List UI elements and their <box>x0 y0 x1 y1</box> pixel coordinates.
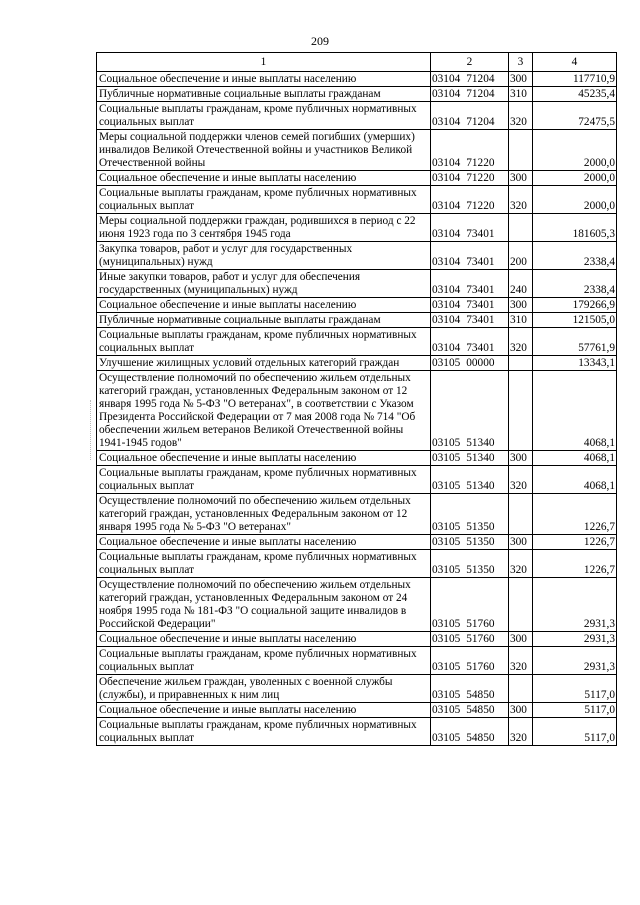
row-code <box>431 102 509 130</box>
row-code-target: 71204 <box>466 73 495 85</box>
row-name: Социальное обеспечение и иные выплаты населению <box>97 171 431 186</box>
row-code <box>431 703 509 718</box>
row-code-section: 03104 <box>432 116 461 128</box>
row-code-section: 03105 <box>432 704 461 716</box>
row-code <box>431 328 509 356</box>
table-header <box>97 53 617 72</box>
row-code-section: 03104 <box>432 228 461 240</box>
row-code-target: 71220 <box>466 200 495 212</box>
row-code-target: 51350 <box>466 536 495 548</box>
row-amount: 72475,5 <box>533 102 617 130</box>
row-code <box>431 72 509 87</box>
row-amount: 117710,9 <box>533 72 617 87</box>
row-code <box>431 242 509 270</box>
row-code-target: 73401 <box>466 256 495 268</box>
row-amount: 2338,4 <box>533 242 617 270</box>
row-code-section: 03105 <box>432 521 461 533</box>
table-row <box>97 451 617 466</box>
row-name: Социальные выплаты гражданам, кроме публичных нормативных социальных выплат <box>97 328 431 356</box>
row-code <box>431 632 509 647</box>
row-name: Социальное обеспечение и иные выплаты населению <box>97 632 431 647</box>
row-code <box>431 675 509 703</box>
row-name: Иные закупки товаров, работ и услуг для обеспечения государственных (муниципальных) нужд <box>97 270 431 298</box>
table-row <box>97 328 617 356</box>
row-amount: 4068,1 <box>533 371 617 451</box>
row-name: Социальное обеспечение и иные выплаты населению <box>97 298 431 313</box>
row-amount: 2931,3 <box>533 647 617 675</box>
row-code-section: 03105 <box>432 564 461 576</box>
row-amount: 5117,0 <box>533 675 617 703</box>
row-amount: 13343,1 <box>533 356 617 371</box>
row-code-target: 73401 <box>466 284 495 296</box>
row-code <box>431 494 509 535</box>
table-row <box>97 171 617 186</box>
row-code-section: 03104 <box>432 256 461 268</box>
row-amount: 5117,0 <box>533 703 617 718</box>
table-row <box>97 703 617 718</box>
row-amount: 2931,3 <box>533 632 617 647</box>
row-code-target: 73401 <box>466 299 495 311</box>
row-code <box>431 578 509 632</box>
row-expense-type: 320 <box>509 647 533 675</box>
row-code <box>431 298 509 313</box>
row-code <box>431 186 509 214</box>
row-code-target: 71204 <box>466 88 495 100</box>
table-row <box>97 675 617 703</box>
row-code <box>431 130 509 171</box>
row-code-section: 03104 <box>432 200 461 212</box>
row-code <box>431 451 509 466</box>
table-row <box>97 632 617 647</box>
budget-table <box>96 52 617 746</box>
row-code-target: 51350 <box>466 521 495 533</box>
row-code-target: 00000 <box>466 357 495 369</box>
table-row <box>97 102 617 130</box>
row-code-section: 03104 <box>432 157 461 169</box>
row-expense-type: 300 <box>509 451 533 466</box>
row-code-section: 03105 <box>432 618 461 630</box>
row-code-target: 71220 <box>466 172 495 184</box>
row-code-target: 71220 <box>466 157 495 169</box>
table-row <box>97 356 617 371</box>
row-name: Улучшение жилищных условий отдельных категорий граждан <box>97 356 431 371</box>
row-amount: 4068,1 <box>533 466 617 494</box>
row-name: Меры социальной поддержки граждан, родившихся в период с 22 июня 1923 года по 3 сентября 1945 года <box>97 214 431 242</box>
table-row <box>97 270 617 298</box>
row-amount: 5117,0 <box>533 718 617 746</box>
row-expense-type <box>509 494 533 535</box>
row-code <box>431 356 509 371</box>
row-amount: 2000,0 <box>533 171 617 186</box>
row-name: Социальные выплаты гражданам, кроме публичных нормативных социальных выплат <box>97 647 431 675</box>
row-code <box>431 718 509 746</box>
row-expense-type: 200 <box>509 242 533 270</box>
row-name: Публичные нормативные социальные выплаты гражданам <box>97 313 431 328</box>
row-expense-type: 300 <box>509 72 533 87</box>
header-col-1: 1 <box>97 53 431 72</box>
row-name: Социальные выплаты гражданам, кроме публичных нормативных социальных выплат <box>97 718 431 746</box>
row-code-section: 03104 <box>432 88 461 100</box>
row-code-section: 03105 <box>432 437 461 449</box>
row-name: Осуществление полномочий по обеспечению жильем отдельных категорий граждан, установленных Федеральным законом от 12 января 1995 года № 5-ФЗ "О ветеранах" <box>97 494 431 535</box>
table-row <box>97 550 617 578</box>
row-code-section: 03105 <box>432 633 461 645</box>
row-code-section: 03105 <box>432 480 461 492</box>
table-row <box>97 130 617 171</box>
row-amount: 1226,7 <box>533 535 617 550</box>
row-code-section: 03104 <box>432 284 461 296</box>
row-amount: 1226,7 <box>533 494 617 535</box>
table-row <box>97 313 617 328</box>
row-amount: 57761,9 <box>533 328 617 356</box>
row-code-section: 03105 <box>432 536 461 548</box>
row-amount: 45235,4 <box>533 87 617 102</box>
row-expense-type: 320 <box>509 186 533 214</box>
table-row <box>97 578 617 632</box>
row-amount: 181605,3 <box>533 214 617 242</box>
row-amount: 4068,1 <box>533 451 617 466</box>
row-code <box>431 87 509 102</box>
row-code-target: 51340 <box>466 437 495 449</box>
row-code <box>431 550 509 578</box>
row-expense-type <box>509 578 533 632</box>
table-row <box>97 242 617 270</box>
row-code-target: 51760 <box>466 618 495 630</box>
page-number: 209 <box>311 34 329 48</box>
table-row <box>97 718 617 746</box>
row-code-target: 73401 <box>466 314 495 326</box>
table-row <box>97 371 617 451</box>
row-expense-type: 300 <box>509 298 533 313</box>
row-code <box>431 371 509 451</box>
row-expense-type: 300 <box>509 535 533 550</box>
row-code <box>431 270 509 298</box>
table-row <box>97 647 617 675</box>
row-code-target: 51350 <box>466 564 495 576</box>
row-code-target: 54850 <box>466 732 495 744</box>
row-name: Меры социальной поддержки членов семей погибших (умерших) инвалидов Великой Отечественной войны и участников Великой Отечественной войны <box>97 130 431 171</box>
row-code <box>431 647 509 675</box>
row-expense-type: 320 <box>509 718 533 746</box>
row-code-target: 73401 <box>466 228 495 240</box>
row-amount: 2338,4 <box>533 270 617 298</box>
header-col-4: 4 <box>533 53 617 72</box>
row-name: Социальное обеспечение и иные выплаты населению <box>97 451 431 466</box>
table-row <box>97 214 617 242</box>
row-name: Социальное обеспечение и иные выплаты населению <box>97 703 431 718</box>
row-name: Социальные выплаты гражданам, кроме публичных нормативных социальных выплат <box>97 102 431 130</box>
row-expense-type: 300 <box>509 703 533 718</box>
row-code-section: 03104 <box>432 73 461 85</box>
row-code-target: 51760 <box>466 633 495 645</box>
row-expense-type: 320 <box>509 328 533 356</box>
row-expense-type: 310 <box>509 87 533 102</box>
table-row <box>97 87 617 102</box>
row-expense-type <box>509 130 533 171</box>
row-code <box>431 535 509 550</box>
row-expense-type <box>509 214 533 242</box>
scan-artifact-line <box>90 400 92 460</box>
row-name: Осуществление полномочий по обеспечению жильем отдельных категорий граждан, установленных Федеральным законом от 24 ноября 1995 года № 181-ФЗ "О социальной защите инвалидов в Российской Федерации" <box>97 578 431 632</box>
table-body <box>97 72 617 746</box>
row-code <box>431 313 509 328</box>
row-code-target: 51760 <box>466 661 495 673</box>
row-name: Социальное обеспечение и иные выплаты населению <box>97 72 431 87</box>
row-expense-type: 320 <box>509 466 533 494</box>
row-code-section: 03104 <box>432 172 461 184</box>
row-expense-type: 300 <box>509 171 533 186</box>
row-expense-type: 320 <box>509 550 533 578</box>
table-row <box>97 298 617 313</box>
row-amount: 2000,0 <box>533 186 617 214</box>
row-code-section: 03104 <box>432 314 461 326</box>
row-name: Публичные нормативные социальные выплаты гражданам <box>97 87 431 102</box>
row-code-section: 03105 <box>432 689 461 701</box>
row-code-target: 54850 <box>466 689 495 701</box>
row-code-section: 03104 <box>432 342 461 354</box>
row-name: Социальное обеспечение и иные выплаты населению <box>97 535 431 550</box>
table-row <box>97 72 617 87</box>
row-amount: 121505,0 <box>533 313 617 328</box>
row-code-section: 03105 <box>432 732 461 744</box>
row-name: Социальные выплаты гражданам, кроме публичных нормативных социальных выплат <box>97 186 431 214</box>
row-name: Социальные выплаты гражданам, кроме публичных нормативных социальных выплат <box>97 466 431 494</box>
row-code-target: 73401 <box>466 342 495 354</box>
table-row <box>97 494 617 535</box>
row-code-section: 03105 <box>432 661 461 673</box>
row-expense-type: 320 <box>509 102 533 130</box>
row-code-target: 51340 <box>466 452 495 464</box>
header-col-2: 2 <box>431 53 509 72</box>
row-expense-type: 300 <box>509 632 533 647</box>
row-code-section: 03105 <box>432 357 461 369</box>
row-name: Социальные выплаты гражданам, кроме публичных нормативных социальных выплат <box>97 550 431 578</box>
row-name: Закупка товаров, работ и услуг для государственных (муниципальных) нужд <box>97 242 431 270</box>
row-code-section: 03104 <box>432 299 461 311</box>
row-expense-type <box>509 356 533 371</box>
row-expense-type <box>509 371 533 451</box>
row-amount: 2000,0 <box>533 130 617 171</box>
header-row <box>97 53 617 72</box>
row-code-target: 54850 <box>466 704 495 716</box>
row-name: Обеспечение жильем граждан, уволенных с военной службы (службы), и приравненных к ним лиц <box>97 675 431 703</box>
row-code <box>431 171 509 186</box>
row-amount: 1226,7 <box>533 550 617 578</box>
table-row <box>97 535 617 550</box>
row-name: Осуществление полномочий по обеспечению жильем отдельных категорий граждан, установленных Федеральным законом от 12 января 1995 года № 5-ФЗ "О ветеранах", в соответствии с Указом Президента Российской Федерации от 7 мая 2008 года № 714 "Об обеспечении жильем ветеранов Великой Отечественной войны 1941-1945 годов" <box>97 371 431 451</box>
row-code <box>431 214 509 242</box>
row-amount: 179266,9 <box>533 298 617 313</box>
row-expense-type: 240 <box>509 270 533 298</box>
header-col-3: 3 <box>509 53 533 72</box>
row-expense-type <box>509 675 533 703</box>
row-amount: 2931,3 <box>533 578 617 632</box>
row-code-target: 51340 <box>466 480 495 492</box>
table-row <box>97 186 617 214</box>
table-row <box>97 466 617 494</box>
row-code-section: 03105 <box>432 452 461 464</box>
row-expense-type: 310 <box>509 313 533 328</box>
row-code-target: 71204 <box>466 116 495 128</box>
row-code <box>431 466 509 494</box>
